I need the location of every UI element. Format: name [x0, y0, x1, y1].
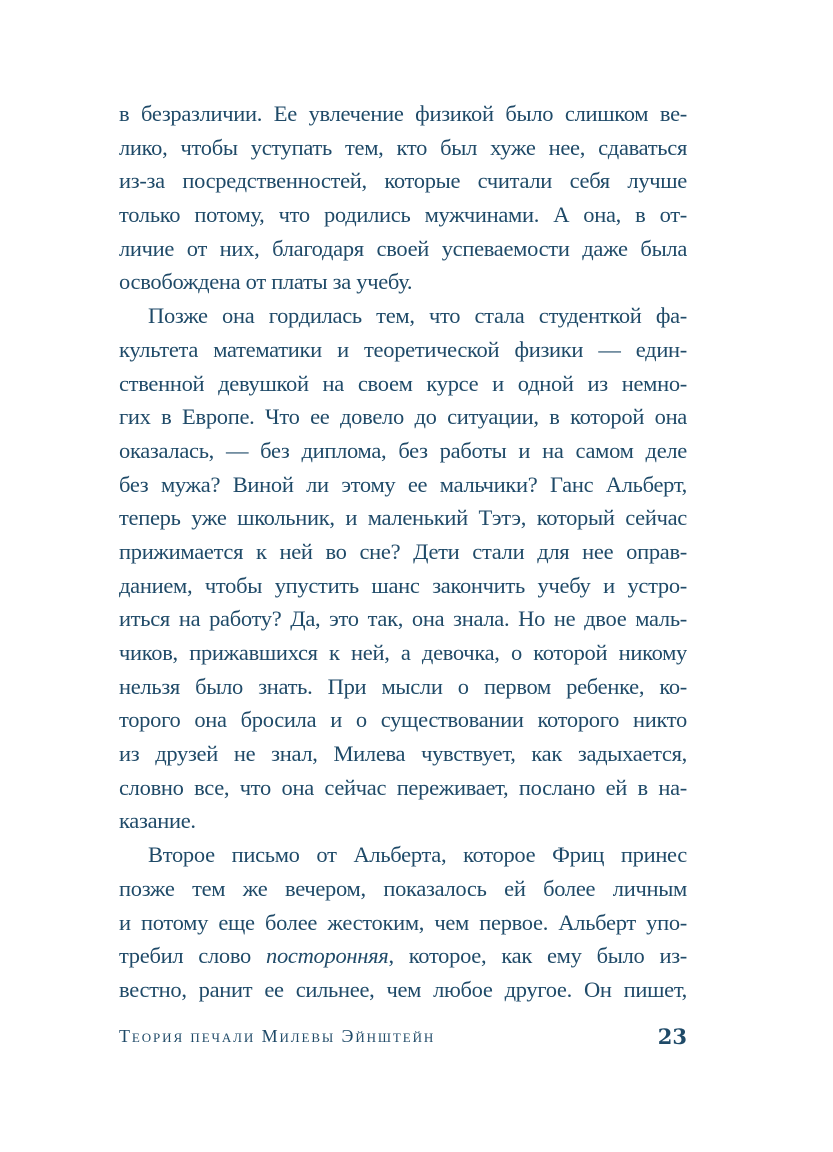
text-line: и потому еще более жестоким, чем первое. Альберт упо- — [119, 909, 687, 935]
text-line: вестно, ранит ее сильнее, чем любое другое. Он пишет, — [119, 976, 687, 1002]
text-line: без мужа? Виной ли этому ее мальчики? Ганс Альберт, — [119, 471, 687, 497]
text-line: Позже она гордилась тем, что стала студенткой фа- — [148, 303, 687, 329]
text-line: торого она бросила и о существовании которого никто — [119, 707, 687, 733]
text-line: теперь уже школьник, и маленький Тэтэ, который сейчас — [119, 505, 687, 531]
text-line: чиков, прижавшихся к ней, а девочка, о которой никому — [119, 640, 687, 665]
paragraph-1 — [119, 97, 687, 299]
text-line: гих в Европе. Что ее довело до ситуации, в которой она — [119, 404, 687, 430]
body-text — [119, 97, 687, 1007]
paragraph-2 — [119, 299, 687, 838]
text-line-with-italic — [119, 939, 687, 973]
text-line: прижимается к ней во сне? Дети стали для нее оправ- — [119, 538, 687, 564]
text-line: данием, чтобы упустить шанс закончить учебу и устро- — [119, 572, 687, 598]
text-line: из друзей не знал, Милева чувствует, как задыхается, — [119, 741, 687, 767]
text-line: в безразличии. Ее увлечение физикой было слишком ве- — [119, 101, 687, 126]
text-line: словно все, что она сейчас переживает, послано ей в на- — [119, 774, 687, 800]
text-line: из-за посредственностей, которые считали себя лучше — [119, 168, 687, 194]
text-line: казание. — [119, 808, 196, 834]
text-line: нельзя было знать. При мысли о первом ребенке, ко- — [119, 673, 687, 699]
text-line: личие от них, благодаря своей успеваемости даже была — [119, 235, 687, 261]
text-line: только потому, что родились мужчинами. А она, в от- — [119, 202, 687, 228]
text-line: лико, чтобы уступать тем, кто был хуже нее, сдаваться — [119, 134, 687, 160]
text-line: ственной девушкой на своем курсе и одной из немно- — [119, 370, 687, 396]
running-title: Теория печали Милевы Эйнштейн — [119, 1026, 436, 1046]
text-run: требил слово — [119, 943, 267, 969]
text-line: культета математики и теоретической физики — един- — [119, 336, 687, 362]
text-run: , которое, как ему было из- — [388, 943, 687, 969]
text-line: Второе письмо от Альберта, которое Фриц принес — [148, 842, 687, 868]
page-number: 23 — [657, 1024, 687, 1049]
italic-word: посторонняя — [266, 943, 389, 969]
text-line: освобождена от платы за учебу. — [119, 269, 413, 295]
text-line: позже тем же вечером, показалось ей более личным — [119, 875, 687, 901]
text-line: иться на работу? Да, это так, она знала. Но не двое маль- — [119, 606, 687, 632]
text-line: оказалась, — без диплома, без работы и на самом деле — [119, 437, 687, 463]
paragraph-3 — [119, 838, 687, 1006]
